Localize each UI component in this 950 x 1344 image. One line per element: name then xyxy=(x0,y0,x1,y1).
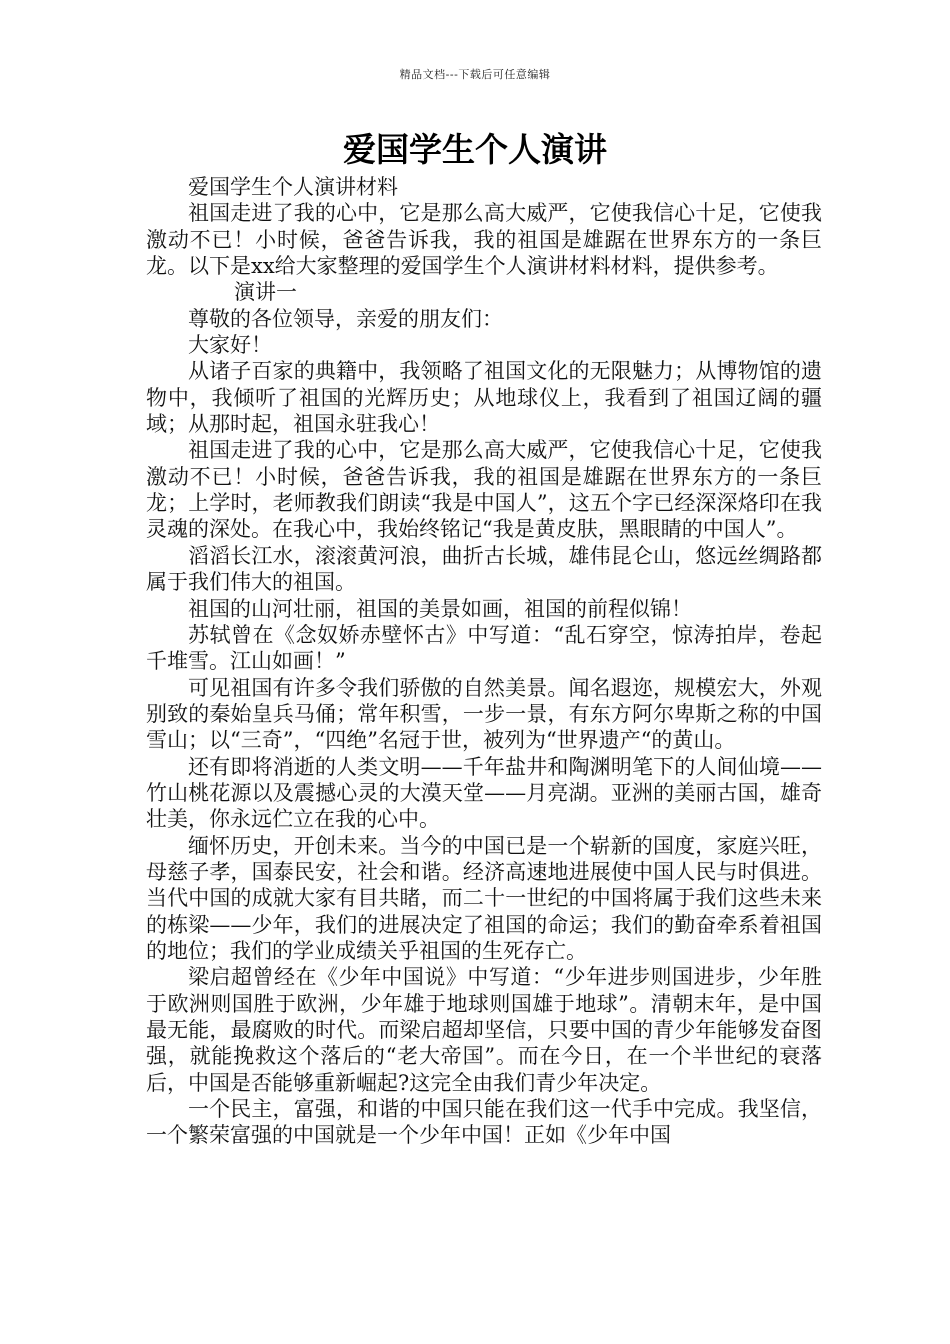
paragraph: 从诸子百家的典籍中，我领略了祖国文化的无限魅力；从博物馆的遗物中，我倾听了祖国的光辉历史；从地球仪上，我看到了祖国辽阔的疆域；从那时起，祖国永驻我心！ xyxy=(146,359,822,437)
paragraph: 一个民主，富强，和谐的中国只能在我们这一代手中完成。我坚信，一个繁荣富强的中国就是一个少年中国！正如《少年中国 xyxy=(146,1097,822,1148)
document-title: 爱国学生个人演讲 xyxy=(343,130,607,169)
paragraph: 可见祖国有许多令我们骄傲的自然美景。闻名遐迩，规模宏大，外观别致的秦始皇兵马俑；常年积雪，一步一景，有东方阿尔卑斯之称的中国雪山；以“三奇”，“四绝”名冠于世，被列为“世界遗产“的黄山。 xyxy=(146,675,822,753)
document-body xyxy=(146,174,822,1149)
paragraph: 祖国的山河壮丽，祖国的美景如画，祖国的前程似锦！ xyxy=(188,596,692,621)
paragraph-greeting: 大家好！ xyxy=(188,333,272,358)
paragraph: 祖国走进了我的心中，它是那么高大威严，它使我信心十足，它使我激动不已！小时候，爸爸告诉我，我的祖国是雄踞在世界东方的一条巨龙；上学时，老师教我们朗读“我是中国人”，这五个字已经深深烙印在我灵魂的深处。在我心中，我始终铭记“我是黄皮肤，黑眼睛的中国人”。 xyxy=(146,438,822,542)
paragraph: 苏轼曾在《念奴娇赤壁怀古》中写道：“乱石穿空，惊涛拍岸，卷起千堆雪。江山如画！” xyxy=(146,622,822,674)
paragraph-salutation: 尊敬的各位领导，亲爱的朋友们： xyxy=(188,306,503,331)
header-note: 精品文档---下载后可任意编辑 xyxy=(399,68,551,81)
paragraph-subtitle: 爱国学生个人演讲材料 xyxy=(188,175,398,199)
paragraph-intro: 祖国走进了我的心中，它是那么高大威严，它使我信心十足，它使我激动不已！小时候，爸爸告诉我，我的祖国是雄踞在世界东方的一条巨龙。以下是xx给大家整理的爱国学生个人演讲材料材料，提供参考。 xyxy=(146,201,822,279)
paragraph: 滔滔长江水，滚滚黄河浪，曲折古长城，雄伟昆仑山，悠远丝绸路都属于我们伟大的祖国。 xyxy=(146,543,822,595)
paragraph: 梁启超曾经在《少年中国说》中写道：“少年进步则国进步，少年胜于欧洲则国胜于欧洲，少年雄于地球则国雄于地球”。清朝末年，是中国最无能，最腐败的时代。而梁启超却坚信，只要中国的青少年能够发奋图强，就能挽救这个落后的“老大帝国”。而在今日，在一个半世纪的衰落后，中国是否能够重新崛起?这完全由我们青少年决定。 xyxy=(146,965,822,1095)
section-heading: 演讲一 xyxy=(234,280,297,305)
paragraph: 还有即将消逝的人类文明——千年盐井和陶渊明笔下的人间仙境——竹山桃花源以及震撼心灵的大漠天堂——月亮湖。亚洲的美丽古国，雄奇壮美，你永远伫立在我的心中。 xyxy=(146,754,822,832)
paragraph: 缅怀历史，开创未来。当今的中国已是一个崭新的国度，家庭兴旺，母慈子孝，国泰民安，社会和谐。经济高速地进展使中国人民与时俱进。当代中国的成就大家有目共睹，而二十一世纪的中国将属于我们这些未来的栋梁——少年，我们的进展决定了祖国的命运；我们的勤奋牵系着祖国的地位；我们的学业成绩关乎祖国的生死存亡。 xyxy=(146,833,822,963)
